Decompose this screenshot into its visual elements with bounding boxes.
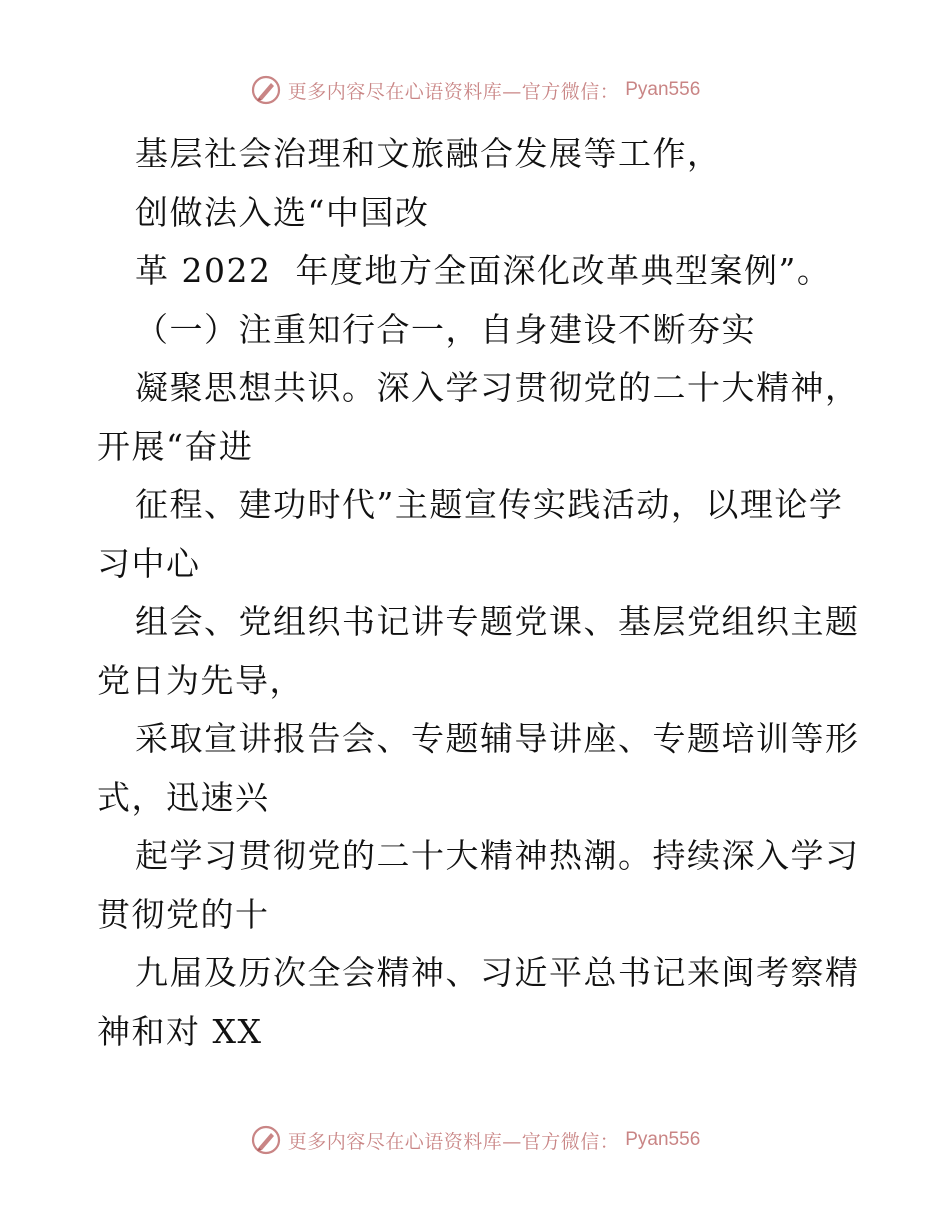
text-line: 党日为先导，: [97, 660, 304, 700]
text-line: 式，迅速兴: [97, 777, 270, 817]
watermark-account: Pyan556: [625, 79, 701, 100]
watermark-text: 更多内容尽在心语资料库—官方微信：: [287, 80, 620, 103]
section-heading: （一）注重知行合一，自身建设不断夯实: [135, 309, 756, 349]
text-line: 起学习贯彻党的二十大精神热潮。持续深入学习: [135, 836, 860, 875]
document-body: [97, 125, 867, 1061]
text-line: 组会、党组织书记讲专题党课、基层党组织主题: [135, 602, 860, 641]
text-line: 征程、建功时代”主题宣传实践活动，以理论学: [135, 485, 844, 524]
watermark-text: 更多内容尽在心语资料库—官方微信：: [287, 1130, 620, 1153]
text-line: 习中心: [97, 543, 201, 583]
text-line: 采取宣讲报告会、专题辅导讲座、专题培训等形: [135, 719, 860, 758]
text-line: 九届及历次全会精神、习近平总书记来闽考察精: [135, 953, 860, 992]
pen-logo-icon: [250, 74, 282, 106]
text-line: 贯彻党的十: [97, 894, 270, 934]
text-line: 基层社会治理和文旅融合发展等工作，: [135, 134, 722, 173]
text-line: 凝聚思想共识。深入学习贯彻党的二十大精神，: [135, 368, 860, 407]
text-line: 创做法入选“中国改: [135, 192, 430, 232]
watermark-account: Pyan556: [625, 1129, 701, 1150]
text-line: 开展“奋进: [97, 426, 254, 466]
footer-watermark: [0, 1120, 950, 1160]
text-line: 神和对 XX: [97, 1011, 263, 1051]
pen-logo-icon: [250, 1124, 282, 1156]
text-line: 革 2022 年度地方全面深化改革典型案例”。: [135, 251, 832, 290]
header-watermark: [0, 70, 950, 110]
